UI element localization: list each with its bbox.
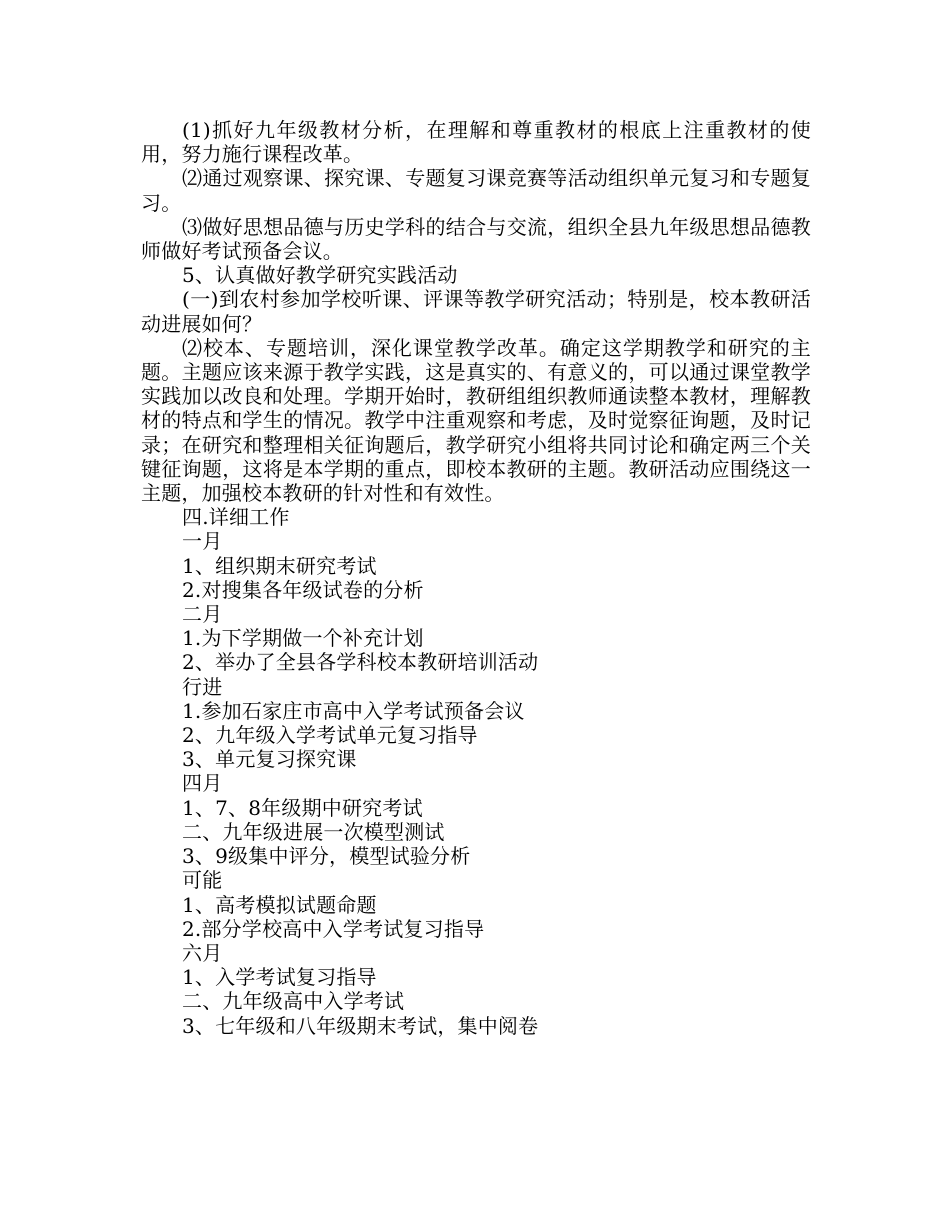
section-heading-teaching-research: 5、认真做好教学研究实践活动 bbox=[182, 263, 458, 288]
paragraph-textbook-analysis: (1)抓好九年级教材分析，在理解和尊重教材的根底上注重教材的使用，努力施行课程改革。 bbox=[141, 118, 811, 167]
list-item: 1、入学考试复习指导 bbox=[182, 965, 377, 990]
list-item: 2.部分学校高中入学考试复习指导 bbox=[182, 916, 485, 941]
list-item: 2、九年级入学考试单元复习指导 bbox=[182, 723, 478, 748]
month-heading: 一月 bbox=[182, 529, 223, 554]
month-heading: 可能 bbox=[182, 868, 223, 893]
list-item: 3、9级集中评分，模型试验分析 bbox=[182, 844, 471, 869]
paragraph-subject-integration: ⑶做好思想品德与历史学科的结合与交流，组织全县九年级思想品德教师做好考试预备会议。 bbox=[141, 214, 811, 264]
document-body bbox=[141, 118, 811, 1038]
section-heading-detailed-work: 四.详细工作 bbox=[182, 505, 290, 530]
month-heading: 四月 bbox=[182, 771, 223, 796]
list-item: 1、高考模拟试题命题 bbox=[182, 892, 377, 917]
list-item: 1、7、8年级期中研究考试 bbox=[182, 795, 423, 820]
month-heading: 六月 bbox=[182, 940, 223, 965]
list-item: 3、单元复习探究课 bbox=[182, 747, 357, 772]
month-heading: 二月 bbox=[182, 602, 223, 627]
list-item: 二、九年级高中入学考试 bbox=[182, 989, 405, 1014]
list-item: 3、七年级和八年级期末考试，集中阅卷 bbox=[182, 1013, 539, 1038]
list-item: 1、组织期末研究考试 bbox=[182, 553, 377, 578]
month-heading: 行进 bbox=[182, 674, 223, 699]
list-item: 1.参加石家庄市高中入学考试预备会议 bbox=[182, 698, 525, 723]
list-item: 1.为下学期做一个补充计划 bbox=[182, 626, 424, 651]
list-item: 二、九年级进展一次模型测试 bbox=[182, 819, 445, 844]
paragraph-review-lessons: ⑵通过观察课、探究课、专题复习课竞赛等活动组织单元复习和专题复习。 bbox=[141, 166, 811, 215]
paragraph-rural-visits: (一)到农村参加学校听课、评课等教学研究活动；特别是，校本教研活动进展如何？ bbox=[141, 287, 811, 336]
list-item: 2.对搜集各年级试卷的分析 bbox=[182, 577, 424, 602]
list-item: 2、举办了全县各学科校本教研培训活动 bbox=[182, 650, 539, 675]
paragraph-school-training: ⑵校本、专题培训，深化课堂教学改革。确定这学期教学和研究的主题。主题应该来源于教学实践，这是真实的、有意义的，可以通过课堂教学实践加以改良和处理。学期开始时，教研组组织教师通读整本教材，理解教材的特点和学生的情况。教学中注重观察和考虑，及时觉察征询题，及时记录；在研究和整理相关征询题后，教学研究小组将共同讨论和确定两三个关键征询题，这将是本学期的重点，即校本教研的主题。教研活动应围绕这一主题，加强校本教研的针对性和有效性。 bbox=[141, 335, 811, 506]
